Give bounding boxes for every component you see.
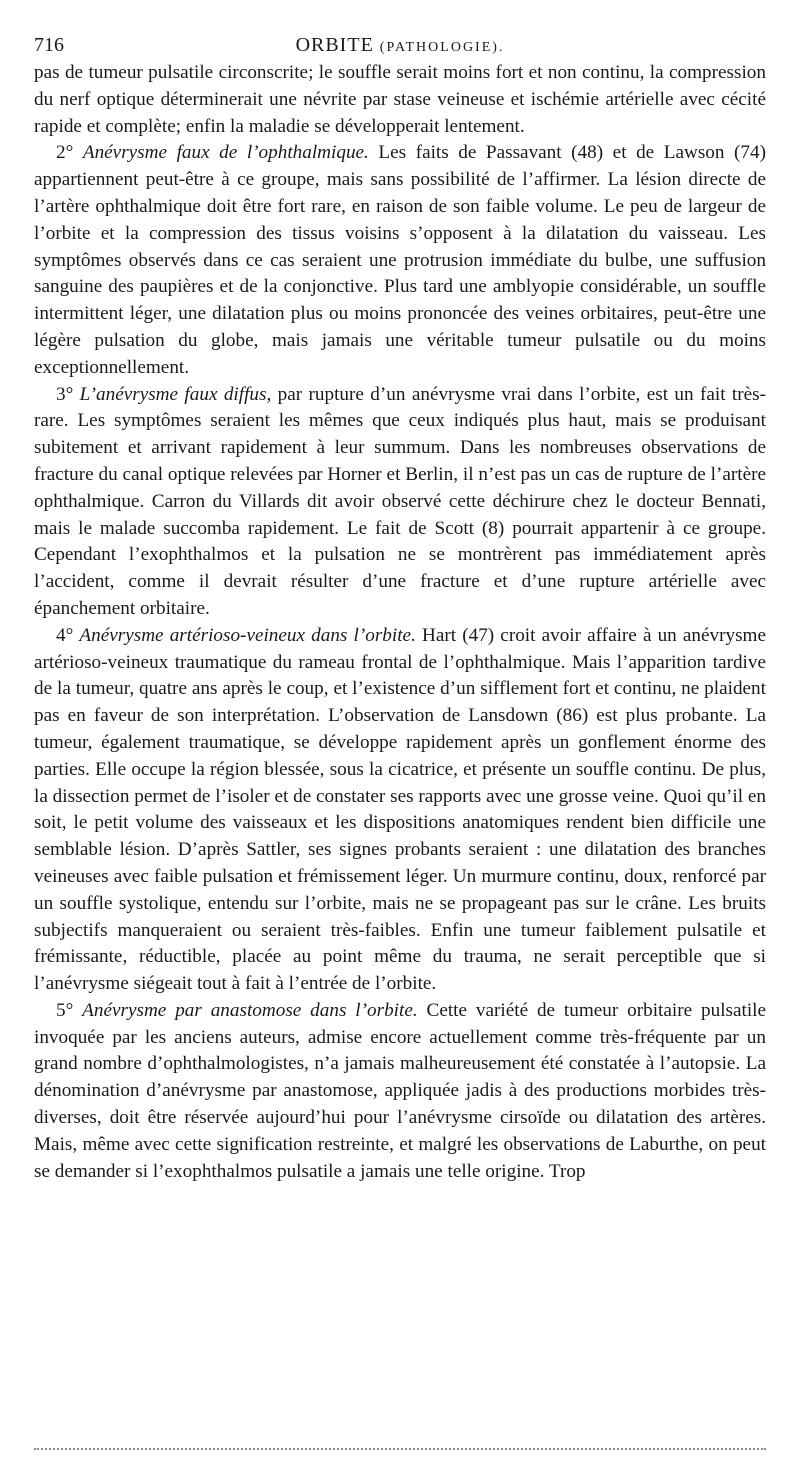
section-number: 2° [56, 142, 74, 164]
running-title [34, 30, 766, 63]
page-header [34, 30, 766, 60]
paragraph-text: par rupture d’un anévrysme vrai dans l’orbite, est un fait très-rare. Les symptômes seraient les mêmes que ceux indiqués plus haut, mais se produisant subitement et arrivant rapidement à leur summum. Dans les nombreuses observations de fracture du canal optique relevées par Horner et Berlin, il n’est pas un cas de rupture de l’artère ophthalmique. Carron du Villards dit avoir observé cette déchirure chez le docteur Bennati, mais le malade succomba rapidement. Le fait de Scott (8) pourrait appartenir à ce groupe. Cependant l’exophthalmos et la pulsation ne se montrèrent pas immédiatement après l’accident, comme il devrait résulter d’une fracture et d’une rupture artérielle avec épanchement orbitaire. [34, 383, 766, 619]
section-heading: Anévrysme faux de l’ophthalmique. [82, 142, 369, 164]
paragraph-text: pas de tumeur pulsatile circonscrite; le souffle serait moins fort et non continu, la compression du nerf optique déterminerait une névrite par stase veineuse et ischémie artérielle avec cécité rapide et complète; enfin la maladie se développerait lentement. [34, 62, 766, 137]
page-number: 716 [34, 34, 64, 56]
paragraph [34, 140, 766, 381]
paragraph-text: Cette variété de tumeur orbitaire pulsatile invoquée par les anciens auteurs, admise encore actuellement comme très-fréquente par un grand nombre d’ophthalmologistes, n’a jamais malheureusement été constatée à l’autopsie. La dénomination d’anévrysme par anastomose, appliquée jadis à des productions morbides très-diverses, doit être réservée aujourd’hui pour l’anévrysme cirsoïde ou dilatation des artères. Mais, même avec cette signification restreinte, et malgré les observations de Laburthe, on peut se demander si l’exophthalmos pulsatile a jamais une telle origine. Trop [34, 999, 767, 1182]
section-number: 5° [56, 999, 74, 1021]
section-number: 4° [56, 624, 74, 646]
paragraph-text: Hart (47) croit avoir affaire à un anévrysme artérioso-veineux traumatique du rameau frontal de l’ophthalmique. Mais l’apparition tardive de la tumeur, quatre ans après le coup, et l’existence d’un sifflement fort et continu, ne plaident pas en faveur de son interprétation. L’observation de Lansdown (86) est plus probante. La tumeur, également traumatique, se développe rapidement après un gonflement énorme des parties. Elle occupe la région blessée, sous la cicatrice, et présente un souffle continu. De plus, la dissection permet de l’isoler et de constater ses rapports avec une grosse veine. Quoi qu’il en soit, le petit volume des vaisseaux et les dispositions anatomiques rendent bien difficile une semblable lésion. D’après Sattler, ses signes probants seraient : une dilatation des branches veineuses avec faible pulsation et frémissement léger. Un murmure continu, doux, renforcé par un souffle systolique, entendu sur l’orbite, mais ne se propageant pas sur le crâne. Les bruits subjectifs manqueraient ou seraient très-faibles. Enfin une tumeur faiblement pulsatile et frémissante, réductible, placée au point même du trauma, ne serait perceptible que si l’anévrysme siégeait tout à fait à l’entrée de l’orbite. [34, 624, 767, 995]
footer-divider [34, 1448, 766, 1450]
paragraph [34, 382, 766, 623]
section-heading: Anévrysme par anastomose dans l’orbite. [82, 999, 418, 1021]
body-text [34, 60, 766, 1185]
paragraph [34, 623, 766, 998]
paragraph [34, 998, 766, 1186]
paragraph-text: Les faits de Passavant (48) et de Lawson (74) appartiennent peut-être à ce groupe, mais sans possibilité de l’affirmer. La lésion directe de l’artère ophthalmique doit être fort rare, en raison de son faible volume. Le peu de largeur de l’orbite et la compression des tissus voisins s’opposent à la dilatation du vaisseau. Les symptômes observés dans ce cas seraient une protrusion immédiate du bulbe, une suffusion sanguine des paupières et de la conjonctive. Plus tard une amblyopie considérable, un souffle intermittent léger, une dilatation plus ou moins prononcée des veines orbitaires, peut-être une légère pulsation du globe, mais jamais une véritable tumeur pulsatile ou du moins exceptionnellement. [34, 142, 767, 378]
paragraph [34, 60, 766, 140]
section-number: 3° [56, 383, 74, 405]
running-title-main: ORBITE [295, 34, 374, 56]
running-title-sub: (PATHOLOGIE). [379, 40, 505, 55]
section-heading: L’anévrysme faux diffus, [79, 383, 272, 405]
section-heading: Anévrysme artérioso-veineux dans l’orbite. [79, 624, 416, 646]
